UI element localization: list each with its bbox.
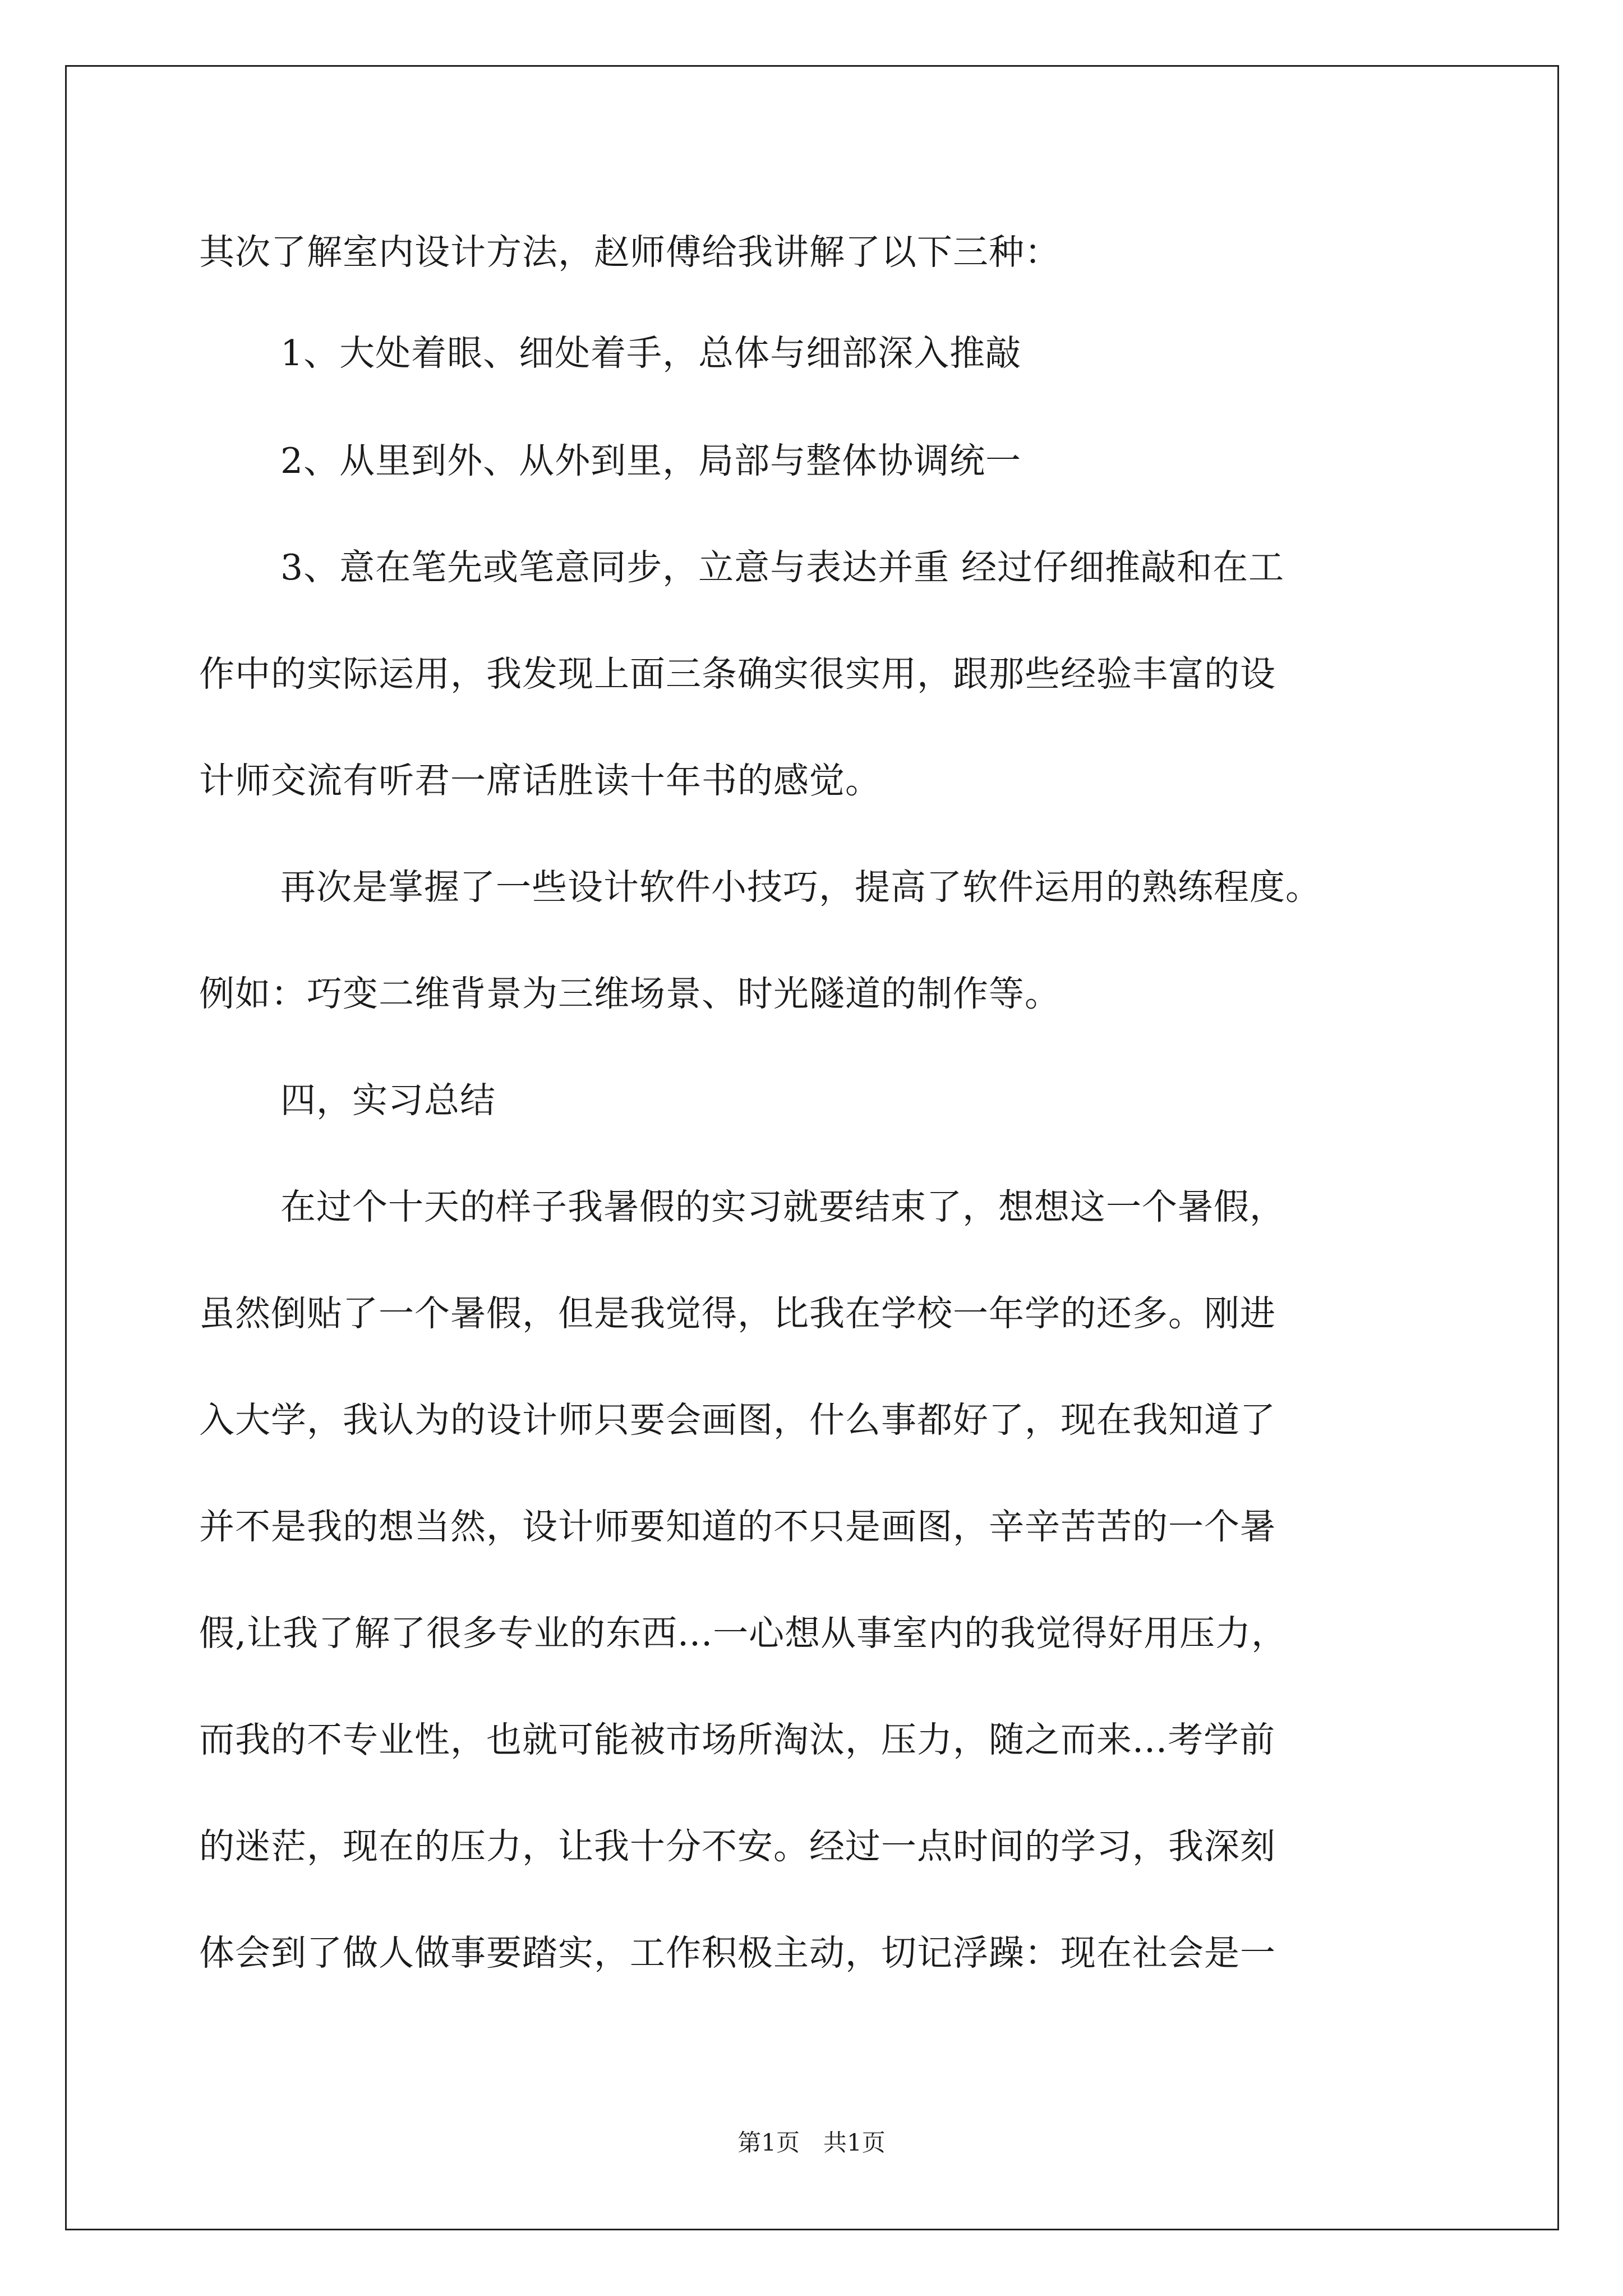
text-line: 假,让我了解了很多专业的东西...一心想从事室内的我觉得好用压力， — [199, 1613, 1288, 1654]
text-line: 虽然倒贴了一个暑假，但是我觉得，比我在学校一年学的还多。刚进 — [199, 1293, 1276, 1334]
page-number: 第1页 共1页 — [737, 2129, 886, 2156]
text-line: 体会到了做人做事要踏实，工作积极主动，切记浮躁：现在社会是一 — [199, 1932, 1276, 1973]
text-line: 的迷茫，现在的压力，让我十分不安。经过一点时间的学习，我深刻 — [199, 1826, 1276, 1867]
text-line: 在过个十天的样子我暑假的实习就要结束了，想想这一个暑假， — [280, 1186, 1285, 1227]
text-line: 其次了解室内设计方法，赵师傅给我讲解了以下三种： — [199, 232, 1061, 273]
text-line: 而我的不专业性，也就可能被市场所淘汰，压力，随之而来...考学前 — [199, 1719, 1276, 1760]
section-heading: 四，实习总结 — [280, 1080, 496, 1121]
text-line: 再次是掌握了一些设计软件小技巧，提高了软件运用的熟练程度。 — [280, 867, 1321, 908]
page-border — [65, 65, 1559, 2230]
text-line: 并不是我的想当然，设计师要知道的不只是画图，辛辛苦苦的一个暑 — [199, 1506, 1276, 1547]
text-line: 计师交流有听君一席话胜读十年书的感觉。 — [199, 760, 881, 801]
text-line: 入大学，我认为的设计师只要会画图，什么事都好了，现在我知道了 — [199, 1400, 1276, 1441]
list-item: 1、大处着眼、细处着手，总体与细部深入推敲 — [280, 333, 1022, 374]
text-line: 例如：巧变二维背景为三维场景、时光隧道的制作等。 — [199, 973, 1061, 1014]
text-line: 作中的实际运用，我发现上面三条确实很实用，跟那些经验丰富的设 — [199, 654, 1276, 694]
list-item: 3、意在笔先或笔意同步，立意与表达并重 经过仔细推敲和在工 — [280, 547, 1285, 588]
list-item: 2、从里到外、从外到里，局部与整体协调统一 — [280, 440, 1022, 481]
